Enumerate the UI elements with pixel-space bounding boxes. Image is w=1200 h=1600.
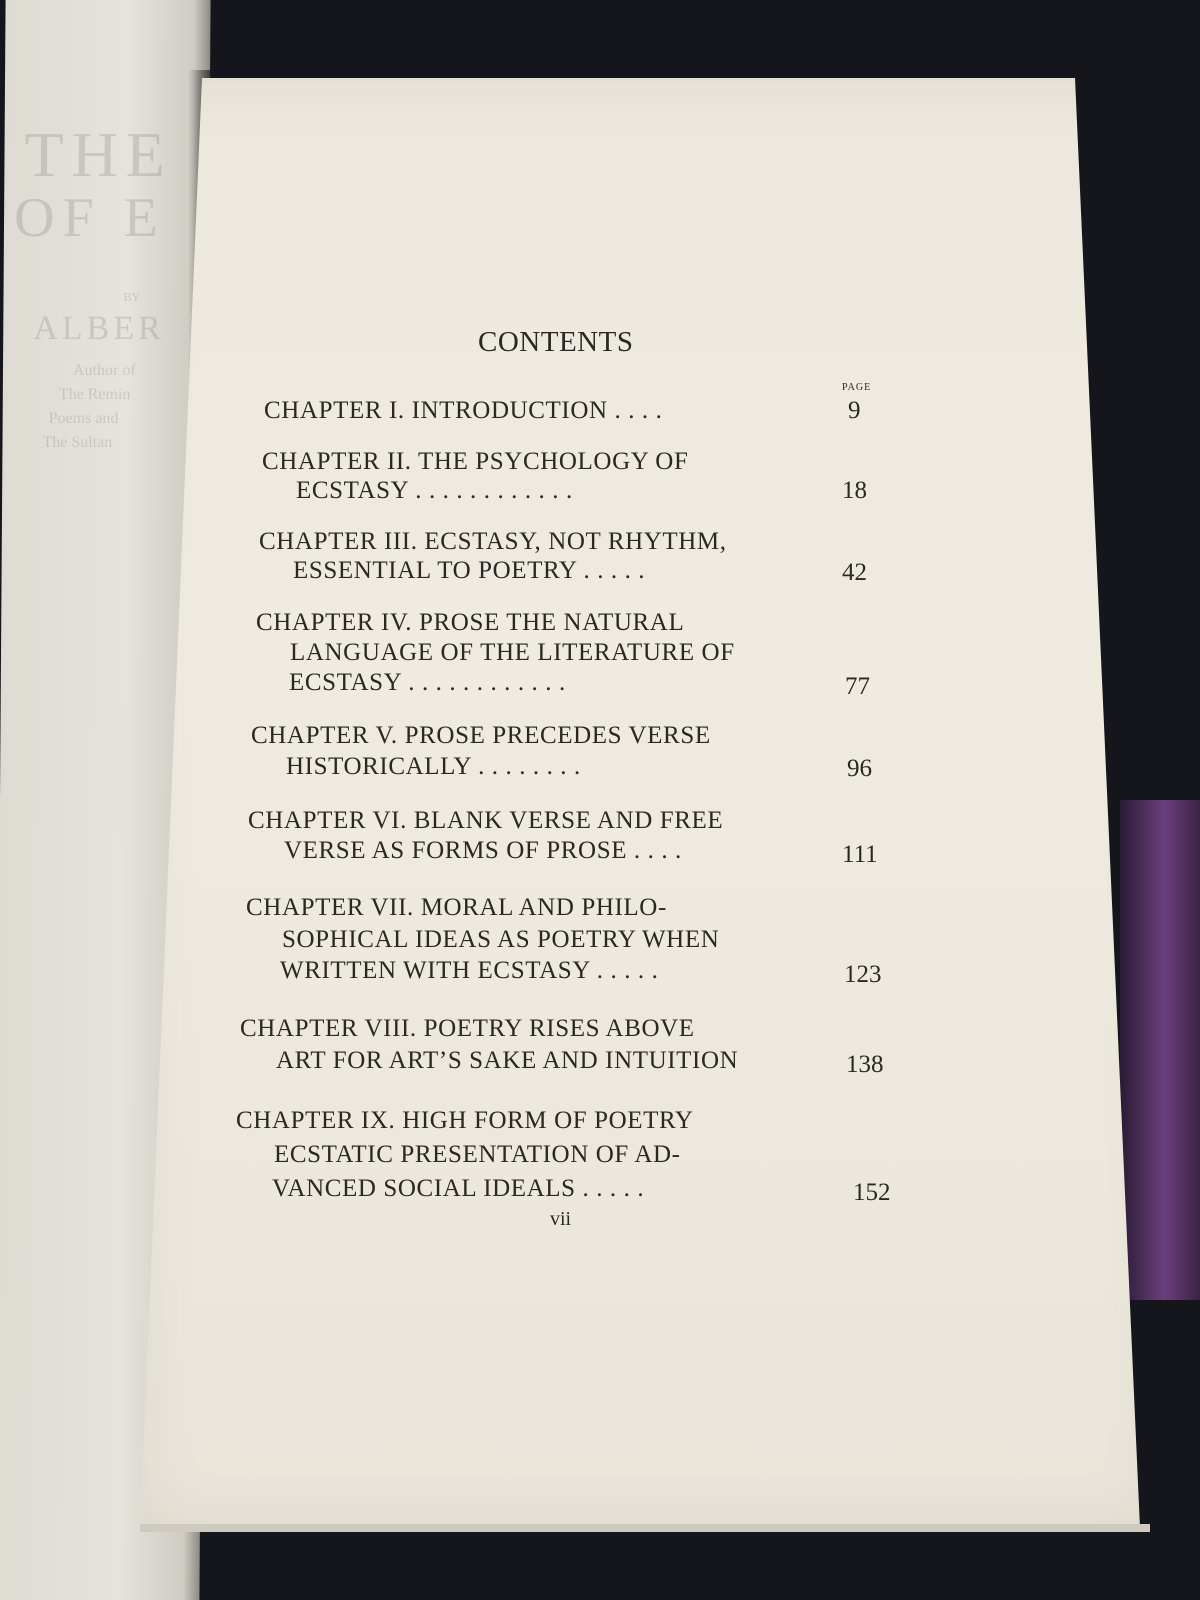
toc-entry-line: CHAPTER III. ECSTASY, NOT RHYTHM,: [259, 528, 727, 555]
toc-entry-line: HISTORICALLY . . . . . . . .: [286, 753, 581, 780]
toc-page-number: 111: [842, 841, 878, 868]
toc-entry-line: ECSTATIC PRESENTATION OF AD-: [274, 1141, 681, 1168]
toc-entry-line: CHAPTER IV. PROSE THE NATURAL: [256, 609, 685, 636]
toc-entry-line: CHAPTER VII. MORAL AND PHILO-: [246, 894, 667, 921]
toc-entry-line: CHAPTER II. THE PSYCHOLOGY OF: [262, 448, 689, 475]
toc-entry-line: ESSENTIAL TO POETRY . . . . .: [293, 557, 646, 584]
ghost-text-line: Poems and: [48, 410, 119, 427]
toc-entry-line: CHAPTER I. INTRODUCTION . . . .: [264, 397, 663, 424]
toc-page-number: 77: [845, 673, 870, 700]
ghost-text-line: ALBER: [33, 310, 165, 347]
toc-entry-line: SOPHICAL IDEAS AS POETRY WHEN: [282, 926, 720, 953]
ghost-text-line: OF E: [13, 187, 167, 249]
toc-page-number: 9: [848, 397, 861, 424]
ghost-text-line: The Remin: [58, 386, 131, 403]
toc-entry-line: ART FOR ART’S SAKE AND INTUITION: [276, 1047, 739, 1074]
ghost-text-line: The Sultan: [42, 434, 113, 451]
toc-page-number: 18: [842, 477, 867, 504]
contents-heading: CONTENTS: [478, 326, 634, 358]
toc-entry-line: WRITTEN WITH ECSTASY . . . . .: [280, 957, 659, 984]
toc-entry-line: ECSTASY . . . . . . . . . . . .: [296, 477, 573, 504]
toc-entry-line: CHAPTER VI. BLANK VERSE AND FREE: [248, 807, 724, 834]
page-folio: vii: [550, 1208, 572, 1230]
toc-page-number: 42: [842, 559, 867, 586]
toc-page-number: 96: [847, 755, 872, 782]
toc-entry-line: CHAPTER IX. HIGH FORM OF POETRY: [236, 1107, 694, 1134]
toc-page-number: 152: [853, 1179, 891, 1206]
ghost-text-line: THE: [24, 119, 174, 190]
toc-entry-line: CHAPTER V. PROSE PRECEDES VERSE: [251, 722, 711, 749]
toc-page-number: 138: [846, 1051, 884, 1078]
page-column-label: PAGE: [842, 382, 872, 393]
toc-entry-line: VERSE AS FORMS OF PROSE . . . .: [284, 837, 682, 864]
toc-entry-line: ECSTASY . . . . . . . . . . . .: [289, 669, 566, 696]
toc-entry-line: CHAPTER VIII. POETRY RISES ABOVE: [240, 1015, 695, 1042]
toc-page-number: 123: [844, 961, 882, 988]
toc-entry-line: VANCED SOCIAL IDEALS . . . . .: [272, 1175, 645, 1202]
ghost-text-line: Author of: [72, 362, 136, 379]
ghost-text-line: BY: [123, 290, 141, 304]
toc-entry-line: LANGUAGE OF THE LITERATURE OF: [290, 639, 735, 666]
